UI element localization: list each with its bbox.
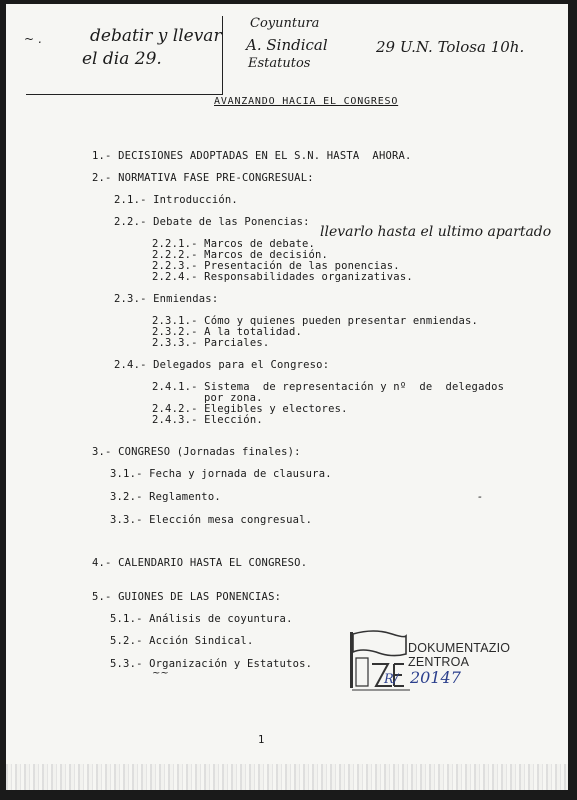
section-1: 1.- DECISIONES ADOPTADAS EN EL S.N. HASTA AHORA. — [92, 150, 412, 162]
section-4: 4.- CALENDARIO HASTA EL CONGRESO. — [92, 557, 308, 569]
section-2-2: 2.2.- Debate de las Ponencias: — [114, 216, 310, 228]
section-3-2: 3.2.- Reglamento. — [110, 491, 221, 503]
scan-noise-strip — [6, 764, 568, 790]
section-3: 3.- CONGRESO (Jornadas finales): — [92, 446, 301, 458]
handwritten-box-line-2: el dia 29. — [82, 49, 162, 69]
section-2-4-3: 2.4.3.- Elección. — [152, 414, 263, 426]
reference-prefix: R/ — [384, 672, 399, 687]
section-2-3-2: 2.3.2.- A la totalidad. — [152, 326, 302, 338]
section-5-1: 5.1.- Análisis de coyuntura. — [110, 613, 293, 625]
handwritten-mark: ~ . — [24, 32, 42, 46]
section-2-4: 2.4.- Delegados para el Congreso: — [114, 359, 330, 371]
section-2-2-3: 2.2.3.- Presentación de las ponencias. — [152, 260, 400, 272]
section-2-4-2: 2.4.2.- Elegibles y electores. — [152, 403, 348, 415]
section-2-3-1: 2.3.1.- Cómo y quienes pueden presentar enmiendas. — [152, 315, 479, 327]
section-3-1: 3.1.- Fecha y jornada de clausura. — [110, 468, 332, 480]
stray-dash: - — [478, 490, 482, 503]
stray-underline-mark: ~~ — [152, 668, 169, 679]
handwritten-annotation: llevarlo hasta el ultimo apartado — [320, 224, 552, 240]
section-2-2-4: 2.2.4.- Responsabilidades organizativas. — [152, 271, 413, 283]
section-2-3-3: 2.3.3.- Parciales. — [152, 337, 270, 349]
handwritten-coyuntura: Coyuntura — [250, 16, 320, 31]
section-2-4-1-continued: por zona. — [204, 392, 263, 404]
section-2-1: 2.1.- Introducción. — [114, 194, 238, 206]
document-title: AVANZANDO HACIA EL CONGRESO — [214, 96, 399, 107]
handwritten-box-line-1: debatir y llevar — [90, 26, 222, 46]
stamp-text-line-1: DOKUMENTAZIO — [408, 641, 511, 655]
section-2-2-2: 2.2.2.- Marcos de decisión. — [152, 249, 329, 261]
section-2: 2.- NORMATIVA FASE PRE-CONGRESUAL: — [92, 172, 314, 184]
handwritten-meeting-note: 29 U.N. Tolosa 10h. — [376, 38, 525, 56]
section-3-3: 3.3.- Elección mesa congresual. — [110, 514, 313, 526]
handwritten-estatutos: Estatutos — [248, 56, 311, 71]
section-2-4-1: 2.4.1.- Sistema de representación y nº de delegados — [152, 381, 505, 393]
handwritten-accion-sindical: A. Sindical — [246, 36, 328, 54]
document-page — [6, 4, 568, 790]
section-5: 5.- GUIONES DE LAS PONENCIAS: — [92, 591, 282, 603]
section-2-2-1: 2.2.1.- Marcos de debate. — [152, 238, 316, 250]
section-5-2: 5.2.- Acción Sindical. — [110, 635, 254, 647]
section-5-3: 5.3.- Organización y Estatutos. — [110, 658, 313, 670]
section-2-3: 2.3.- Enmiendas: — [114, 293, 219, 305]
stamp-text-line-2: ZENTROA — [408, 655, 470, 669]
reference-number: 20147 — [410, 668, 461, 687]
page-number: 1 — [258, 734, 265, 746]
